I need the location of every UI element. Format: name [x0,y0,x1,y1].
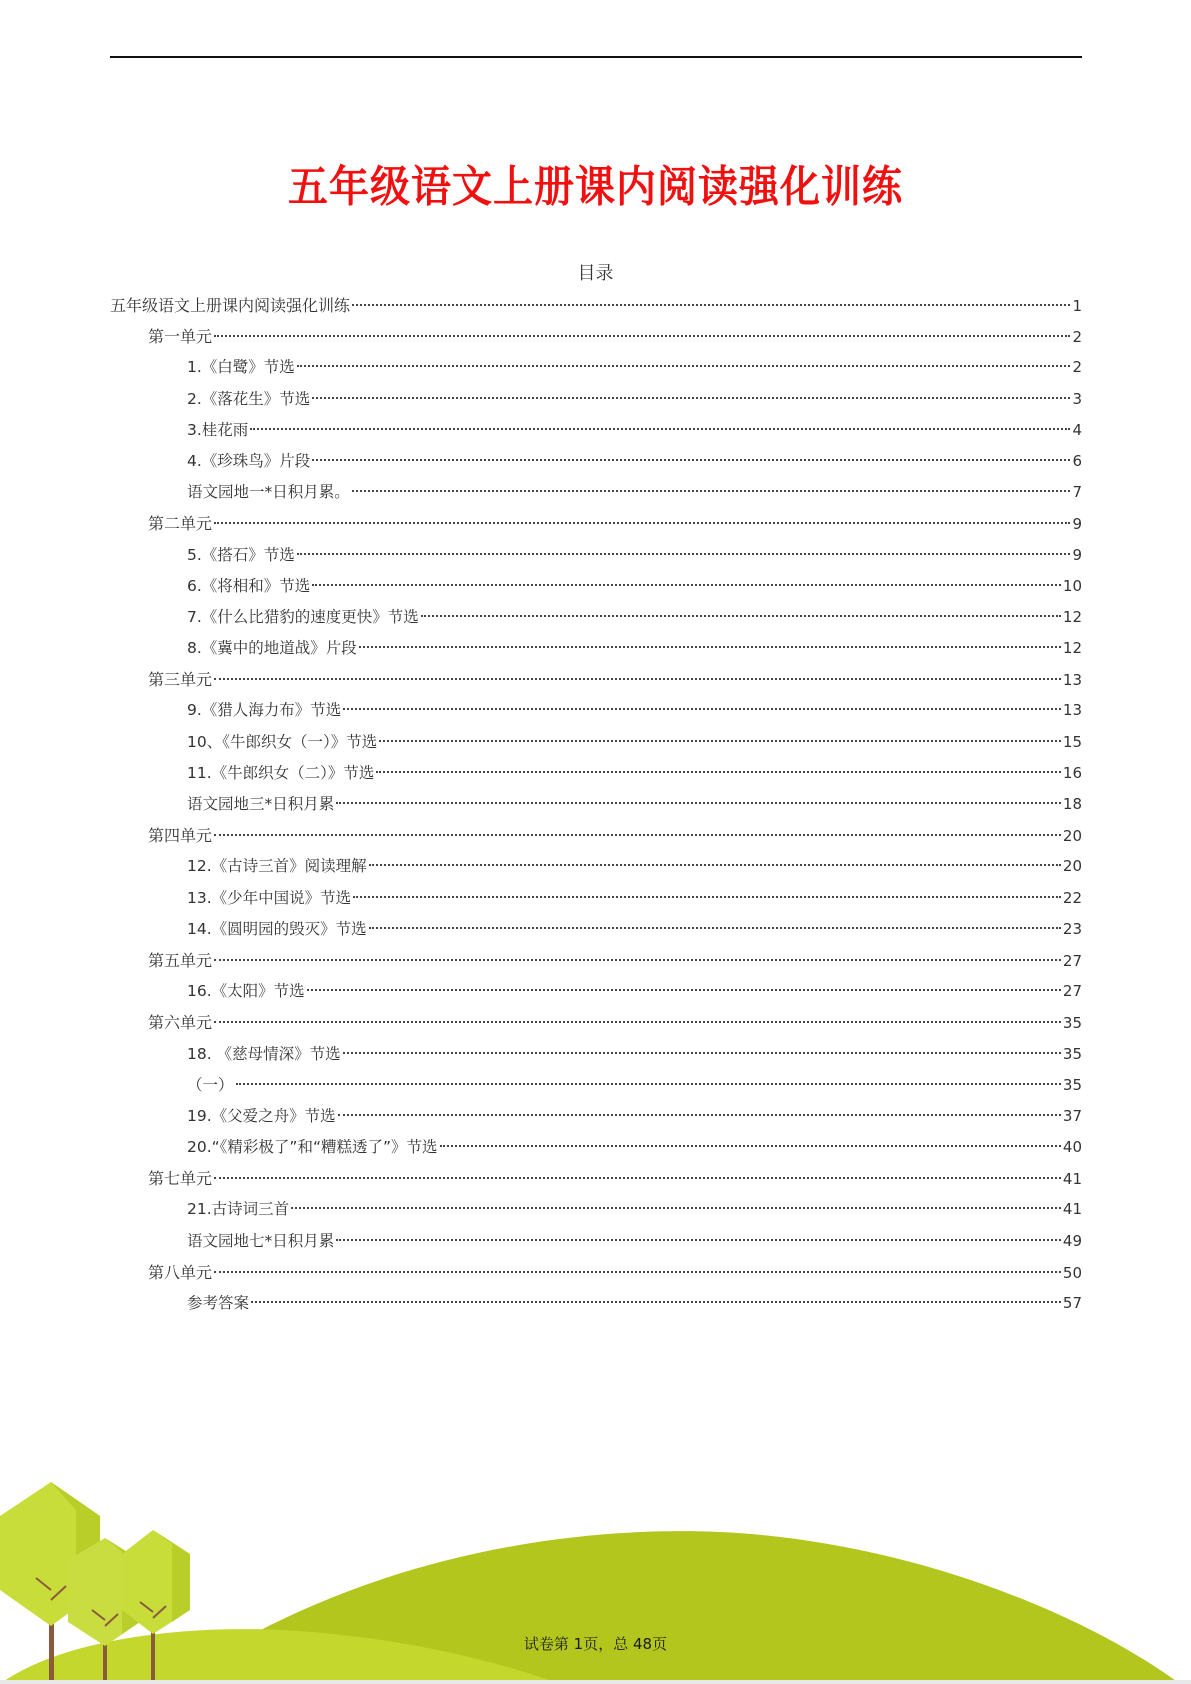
toc-entry-page-number: 40 [1062,1138,1082,1157]
toc-entry-label: 10、《牛郎织女（一）》节选 [187,732,378,751]
toc-entry-lesson[interactable] [110,727,1082,758]
toc-entry-label: 第三单元 [148,670,213,690]
toc-entry-page-number: 27 [1062,982,1082,1001]
toc-entry-label: 语文园地七*日积月累 [187,1231,335,1250]
toc-entry-page-number: 50 [1062,1263,1082,1282]
toc-entry-label: 12.《古诗三首》阅读理解 [187,857,367,876]
toc-dot-leader [359,646,1061,648]
toc-entry-label: 第五单元 [148,950,213,970]
toc-dot-leader [336,802,1061,804]
toc-dot-leader [338,1114,1061,1116]
toc-entry-lesson[interactable] [110,571,1082,602]
toc-entry-lesson[interactable] [110,446,1082,477]
toc-entry-page-number: 49 [1062,1231,1082,1250]
toc-dot-leader [297,365,1071,367]
toc-entry-page-number: 23 [1062,919,1082,938]
toc-dot-leader [312,459,1070,461]
toc-entry-unit[interactable] [110,1257,1082,1288]
toc-dot-leader [214,1177,1061,1179]
toc-entry-lesson[interactable] [110,540,1082,571]
toc-entry-label: 4.《珍珠鸟》片段 [187,451,311,470]
toc-entry-unit[interactable] [110,321,1082,352]
toc-entry-label: 2.《落花生》节选 [187,389,311,408]
toc-entry-page-number: 2 [1072,328,1082,347]
toc-dot-leader [369,864,1061,866]
toc-entry-page-number: 16 [1062,763,1082,782]
toc-entry-page-number: 15 [1062,732,1082,751]
toc-entry-label: 第八单元 [148,1262,213,1282]
toc-dot-leader [352,304,1070,306]
toc-entry-label: 第七单元 [148,1169,213,1189]
toc-dot-leader [214,1021,1061,1023]
toc-entry-page-number: 6 [1072,451,1082,470]
toc-entry-label: 19.《父爱之舟》节选 [187,1106,336,1125]
toc-entry-page-number: 12 [1062,639,1082,658]
toc-entry-lesson[interactable] [110,1039,1082,1070]
toc-entry-lesson[interactable] [110,1194,1082,1225]
toc-entry-unit[interactable] [110,664,1082,695]
toc-entry-page-number: 4 [1072,420,1082,439]
toc-entry-label: 18. 《慈母情深》节选 [187,1044,341,1063]
toc-entry-page-number: 57 [1062,1294,1082,1312]
toc-entry-page-number: 35 [1062,1014,1082,1033]
toc-dot-leader [307,989,1061,991]
toc-entry-page-number: 13 [1062,701,1082,720]
toc-dot-leader [214,522,1070,524]
page-number-footer: 试卷第 1页，总 48页 [523,1635,668,1653]
toc-entry-lesson[interactable] [110,758,1082,789]
toc-entry-lesson[interactable] [110,883,1082,914]
toc-dot-leader [214,678,1061,680]
toc-entry-page-number: 27 [1062,951,1082,970]
toc-entry-label: 1.《白鹭》节选 [187,358,295,377]
toc-entry-lesson[interactable] [110,976,1082,1007]
toc-entry-lesson[interactable] [110,633,1082,664]
toc-entry-unit[interactable] [110,820,1082,851]
toc-entry-label: 第一单元 [148,327,213,347]
toc-entry-lesson[interactable] [110,384,1082,415]
toc-entry-lesson[interactable] [110,1101,1082,1132]
toc-dot-leader [214,959,1061,961]
toc-entry-lesson[interactable] [110,352,1082,383]
toc-entry-lesson[interactable] [110,789,1082,820]
toc-dot-leader [214,1271,1061,1273]
toc-entry-lesson[interactable] [110,1132,1082,1163]
toc-entry-unit[interactable] [110,1007,1082,1038]
toc-entry-unit[interactable] [110,508,1082,539]
toc-entry-label: 6.《将相和》节选 [187,576,311,595]
toc-dot-leader [421,615,1061,617]
toc-dot-leader [214,834,1061,836]
toc-entry-page-number: 10 [1062,576,1082,595]
toc-entry-lesson[interactable] [110,415,1082,446]
toc-entry-label: 第四单元 [148,826,213,846]
toc-entry-page-number: 2 [1072,358,1082,377]
toc-dot-leader [336,1239,1061,1241]
toc-entry-label: （一） [187,1075,234,1094]
toc-entry-label: 13.《少年中国说》节选 [187,888,352,907]
toc-dot-leader [352,490,1071,492]
toc-entry-label: 21.古诗词三首 [187,1200,290,1219]
toc-entry-page-number: 12 [1062,607,1082,626]
toc-entry-page-number: 1 [1072,297,1082,315]
toc-entry-label: 参考答案 [187,1294,250,1312]
toc-entry-label: 20.“《精彩极了”和“糟糕透了”》节选 [187,1138,438,1157]
toc-entry-label: 第二单元 [148,514,213,534]
toc-entry-lesson[interactable] [110,1070,1082,1101]
toc-entry-page-number: 3 [1072,389,1082,408]
toc-entry-lesson[interactable] [110,914,1082,945]
toc-entry-label: 9.《猎人海力布》节选 [187,701,342,720]
toc-entry-lesson[interactable] [110,602,1082,633]
toc-entry-label: 3.桂花雨 [187,420,249,439]
toc-dot-leader [251,1301,1061,1303]
toc-entry-lesson[interactable] [110,1288,1082,1319]
toc-entry-label: 语文园地一*日积月累。 [187,483,350,502]
toc-dot-leader [297,553,1071,555]
table-of-contents [110,290,1082,1319]
toc-dot-leader [236,1083,1061,1085]
toc-entry-label: 5.《搭石》节选 [187,545,295,564]
toc-entry-page-number: 37 [1062,1106,1082,1125]
toc-entry-label: 14.《圆明园的毁灭》节选 [187,919,367,938]
document-title: 五年级语文上册课内阅读强化训练 [288,162,903,213]
toc-entry-unit[interactable] [110,945,1082,976]
toc-dot-leader [343,1052,1061,1054]
toc-dot-leader [214,335,1070,337]
toc-dot-leader [250,428,1070,430]
toc-entry-page-number: 20 [1062,827,1082,846]
toc-entry-label: 语文园地三*日积月累 [187,795,335,813]
toc-entry-page-number: 20 [1062,857,1082,876]
toc-entry-label: 第六单元 [148,1013,213,1033]
toc-entry-lesson[interactable] [110,695,1082,726]
toc-dot-leader [440,1145,1061,1147]
toc-entry-page-number: 13 [1062,671,1082,690]
toc-entry-page-number: 35 [1062,1044,1082,1063]
toc-entry-label: 7.《什么比猎豹的速度更快》节选 [187,607,419,626]
toc-dot-leader [379,740,1061,742]
toc-entry-page-number: 9 [1072,515,1082,534]
toc-entry-lesson[interactable] [110,851,1082,882]
header-rule [110,56,1082,58]
toc-dot-leader [312,584,1061,586]
toc-dot-leader [353,896,1061,898]
toc-entry-lesson[interactable] [110,1226,1082,1257]
toc-entry-page-number: 41 [1062,1170,1082,1189]
toc-entry-unit[interactable] [110,1163,1082,1194]
toc-dot-leader [376,771,1061,773]
toc-heading: 目录 [577,263,614,284]
toc-entry-page-number: 41 [1062,1200,1082,1219]
toc-entry-title[interactable] [110,290,1082,321]
toc-dot-leader [312,397,1070,399]
toc-entry-lesson[interactable] [110,477,1082,508]
toc-entry-label: 16.《太阳》节选 [187,982,305,1001]
toc-entry-page-number: 7 [1072,483,1082,502]
toc-entry-label: 11.《牛郎织女（二）》节选 [187,763,375,782]
toc-entry-page-number: 18 [1062,795,1082,813]
toc-dot-leader [291,1207,1061,1209]
toc-entry-label: 五年级语文上册课内阅读强化训练 [110,296,351,315]
toc-entry-page-number: 9 [1072,545,1082,564]
toc-entry-page-number: 22 [1062,888,1082,907]
toc-dot-leader [369,927,1061,929]
toc-entry-label: 8.《冀中的地道战》片段 [187,639,357,658]
toc-dot-leader [343,708,1061,710]
toc-entry-page-number: 35 [1062,1075,1082,1094]
